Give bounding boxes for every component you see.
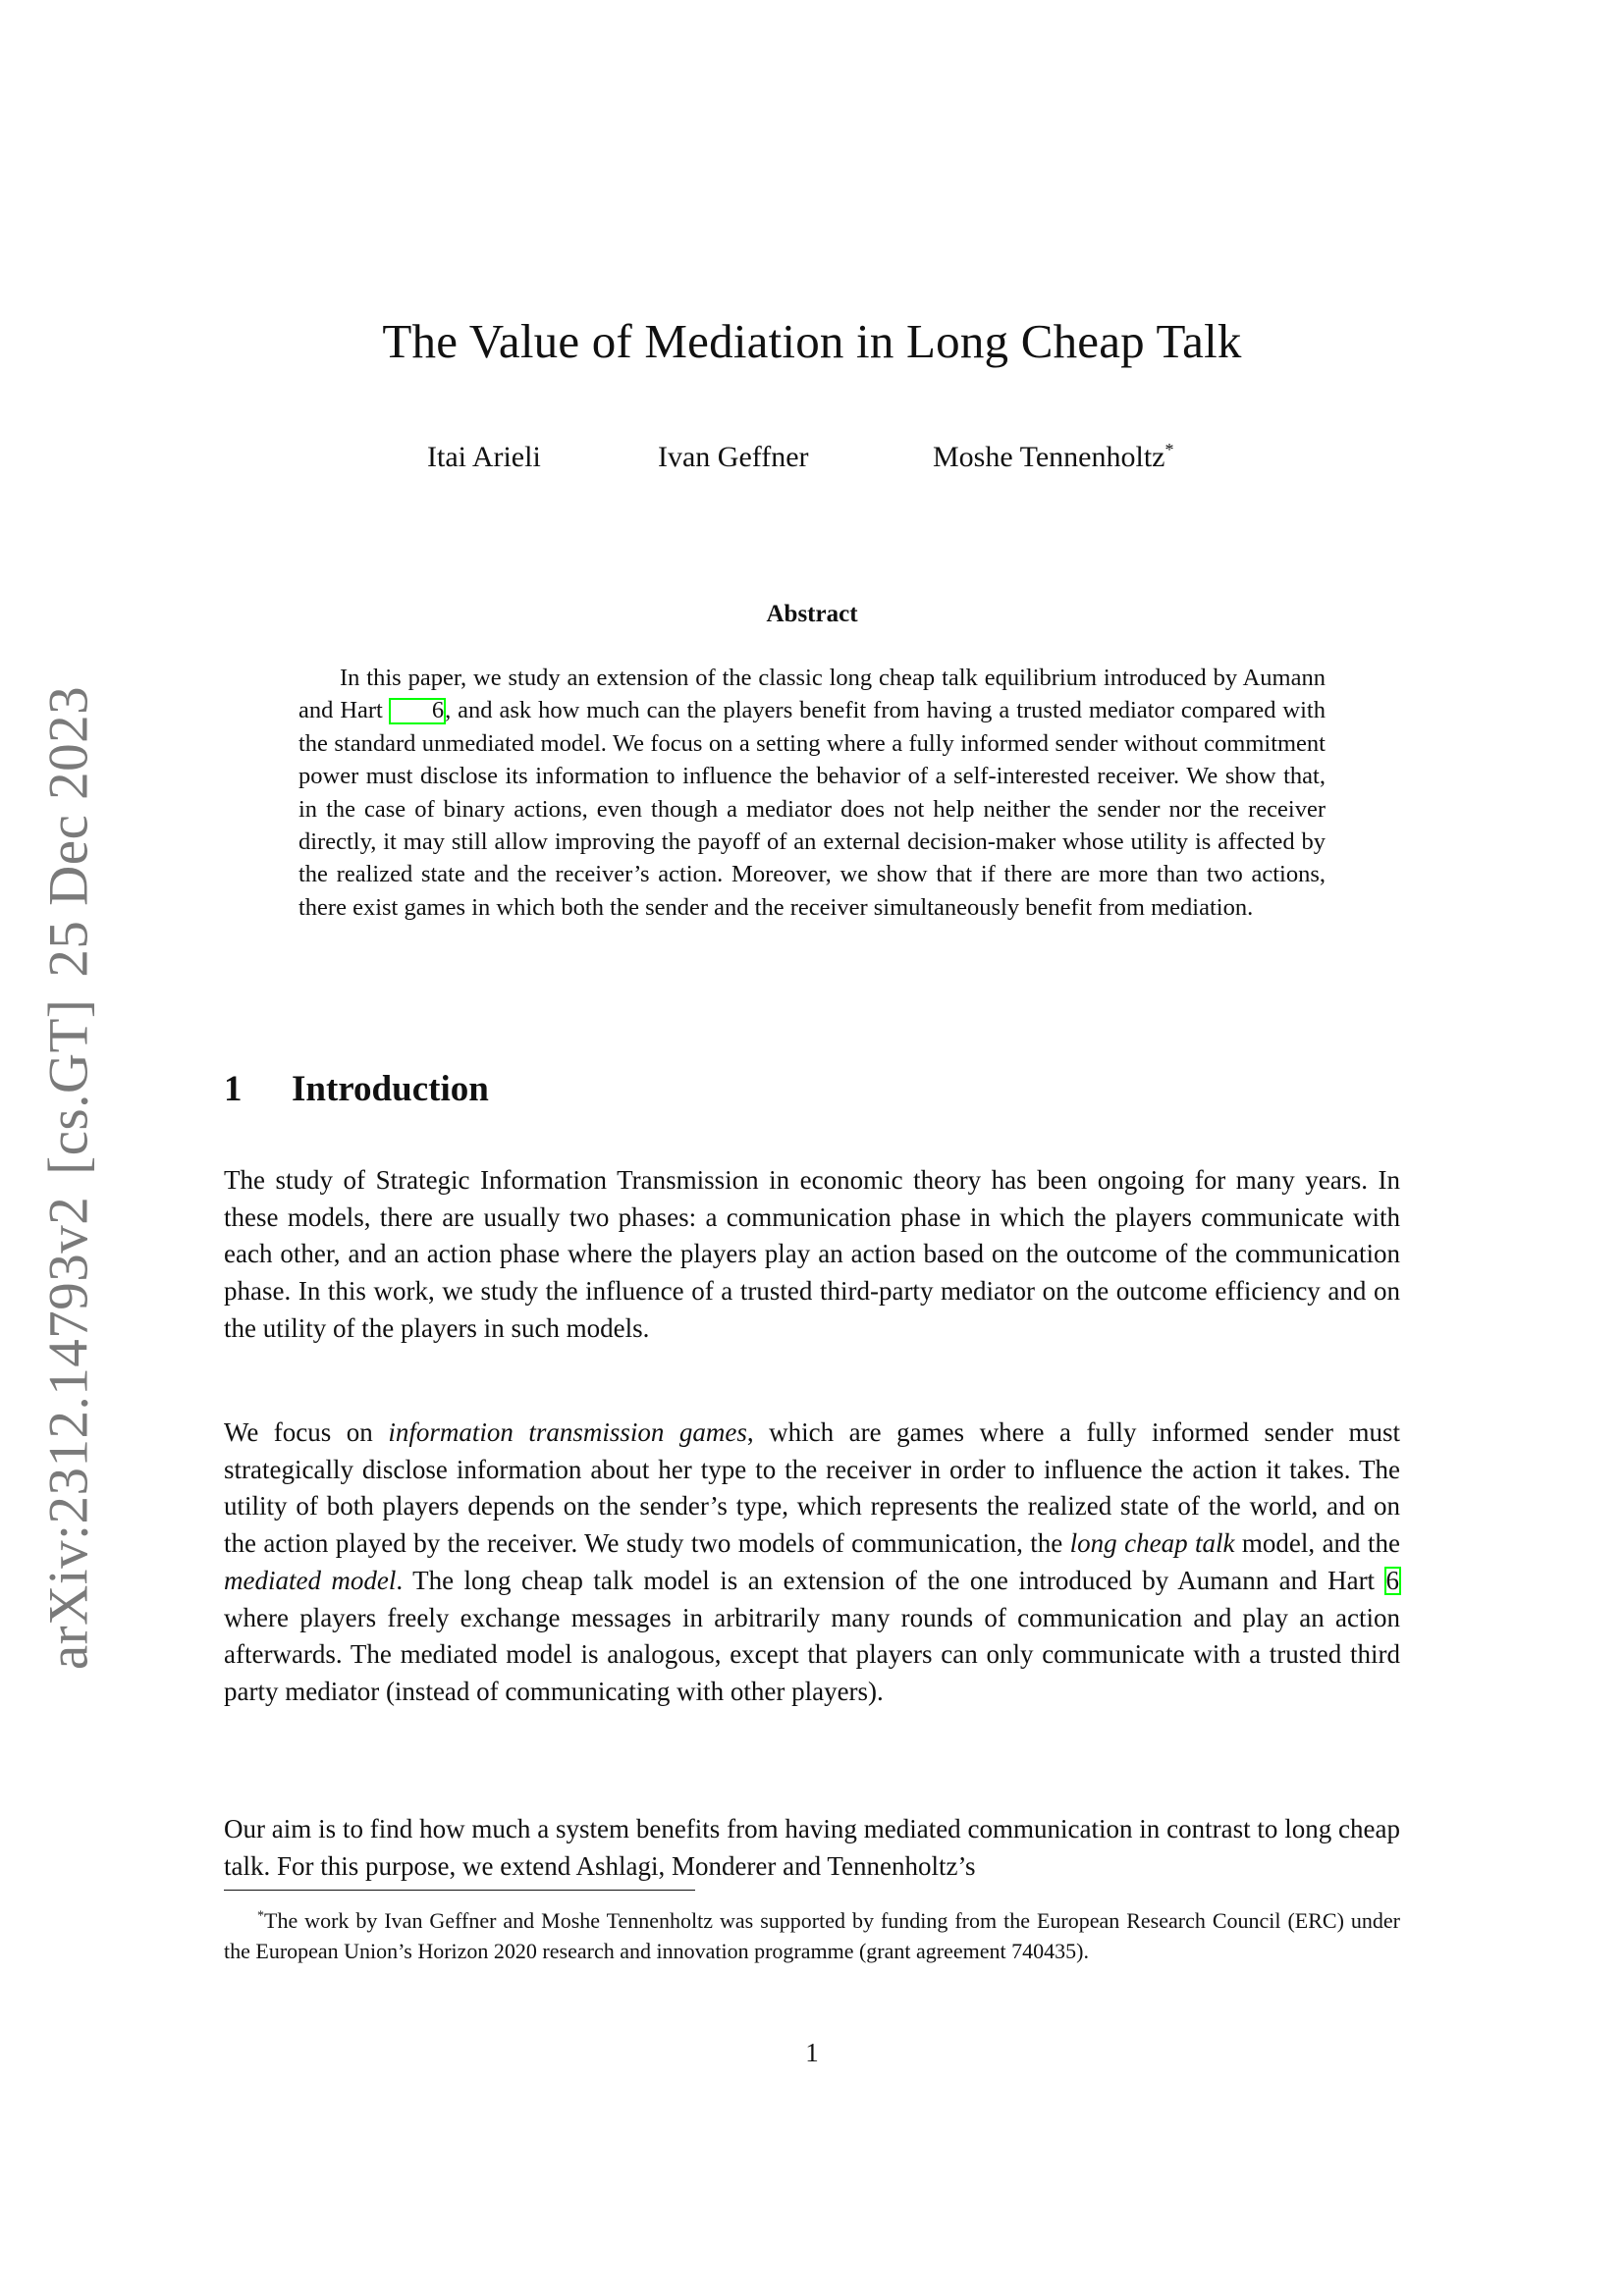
author-name: Itai Arieli	[427, 441, 541, 473]
arxiv-date: 25 Dec 2023	[37, 685, 100, 978]
footnote: *The work by Ivan Geffner and Moshe Tennenholtz was supported by funding from the European Research Council (ERC) under the European Union’s Horizon 2020 research and innovation programme (grant agreement 740435).	[224, 1908, 1400, 1963]
abstract-body: In this paper, we study an extension of the classic long cheap talk equilibrium introduced by Aumann and Hart 6, and ask how much can the players benefit from having a trusted mediator compared with the standard unmediated model. We focus on a setting where a fully informed sender without commitment power must disclose its information to influence the behavior of a self-interested receiver. We show that, in the case of binary actions, even though a mediator does not help neither the sender nor the receiver directly, it may still allow improving the payoff of an external decision-maker whose utility is affected by the realized state and the receiver’s action. Moreover, we show that if there are more than two actions, there exist games in which both the sender and the receiver simultaneously benefit from mediation.	[298, 665, 1326, 921]
emphasis-term: long cheap talk	[1069, 1528, 1235, 1559]
arxiv-id: arXiv:2312.14793v2	[37, 1196, 100, 1671]
arxiv-category: [cs.GT]	[37, 998, 100, 1175]
section-heading	[224, 1067, 489, 1112]
footnote-divider	[224, 1890, 695, 1891]
footnote-marker: *	[257, 1908, 264, 1924]
arxiv-stamp	[37, 686, 101, 1670]
emphasis-term: mediated model	[224, 1565, 397, 1595]
body-paragraph: Our aim is to find how much a system benefits from having mediated communication in contrast to long cheap talk. For this purpose, we extend Ashlagi, Monderer and Tennenholtz’s	[224, 1814, 1400, 1881]
body-paragraph: We focus on information transmission games, which are games where a fully informed sender must strategically disclose information about her type to the receiver in order to influence the action it takes. The utility of both players depends on the sender’s type, which represents the realized state of the world, and on the action played by the receiver. We study two models of communication, the long cheap talk model, and the mediated model. The long cheap talk model is an extension of the one introduced by Aumann and Hart 6 where players freely exchange messages in arbitrarily many rounds of communication and play an action afterwards. The mediated model is analogous, except that players can only communicate with a trusted third party mediator (instead of communicating with other players).	[224, 1417, 1400, 1706]
section-number: 1	[224, 1069, 243, 1109]
author-name: Ivan Geffner	[658, 441, 809, 473]
abstract-heading: Abstract	[766, 601, 858, 627]
body-paragraph: The study of Strategic Information Transmission in economic theory has been ongoing for many years. In these models, there are usually two phases: a communication phase in which the players communicate with each other, and an action phase where the players play an action based on the outcome of the communication phase. In this work, we study the influence of a trusted third-party mediator on the outcome efficiency and on the utility of the players in such models.	[224, 1165, 1400, 1343]
emphasis-term: information transmission games	[388, 1417, 747, 1447]
paper-title: The Value of Mediation in Long Cheap Talk	[382, 314, 1242, 368]
author-name: Moshe Tennenholtz*	[933, 440, 1174, 473]
citation-link[interactable]: 6	[390, 699, 445, 723]
footnote-marker[interactable]: *	[1164, 440, 1174, 459]
page-number: 1	[805, 2038, 819, 2067]
section-title: Introduction	[292, 1069, 489, 1109]
citation-link[interactable]: 6	[1385, 1565, 1400, 1595]
